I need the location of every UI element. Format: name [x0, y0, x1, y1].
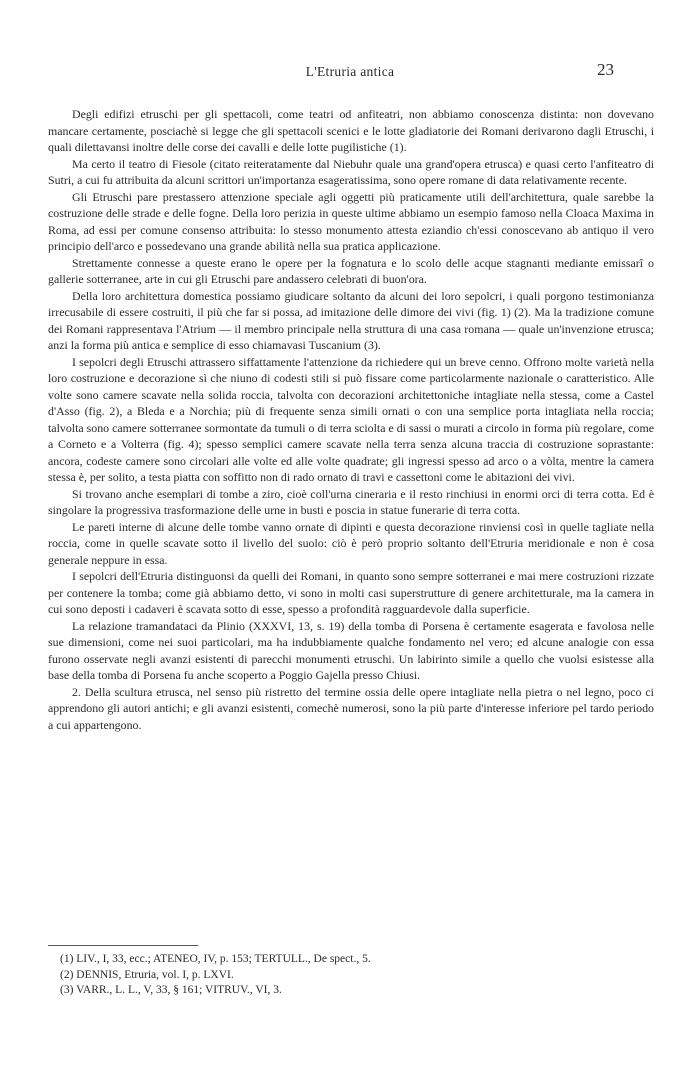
- paragraph: Le pareti interne di alcune delle tombe vanno ornate di dipinti e questa decorazione rinviensi così in quelle tagliate nella roccia, come in quelle scavate sotto il livello del suolo: ciò è però proprio soltanto dell'Etruria meridionale e non è cosa generale neppure in essa.: [48, 519, 654, 567]
- paragraph: Ma certo il teatro di Fiesole (citato reiteratamente dal Niebuhr quale una grand'opera etrusca) e quasi certo l'anfiteatro di Sutri, a cui fu attribuita da alcuni scrittori un'importanza esageratissima, sono opere romane di data relativamente recente.: [48, 156, 654, 187]
- footnotes: [60, 952, 640, 999]
- paragraph: Si trovano anche esemplari di tombe a ziro, cioè coll'urna cineraria e il resto rinchiusi in enormi orci di terra cotta. Ed è singolare la progressiva trasformazione delle urne in busti e poscia in statue funerarie di terra cotta.: [48, 486, 654, 517]
- paragraph: La relazione tramandataci da Plinio (XXXVI, 13, s. 19) della tomba di Porsena è certamente esagerata e favolosa nelle sue dimensioni, come nei suoi particolari, ma ha indubbiamente qualche fondamento nel vero; ed alcune analogie con essa furono osservate negli avanzi esistenti di parecchi monumenti etruschi. Un labirinto simile a quello che vuolsi esistesse alla base della tomba di Porsena fu anche scoperto a Poggio Gajella presso Chiusi.: [48, 618, 654, 682]
- body-text: [48, 106, 654, 733]
- running-title: L'Etruria antica: [305, 64, 395, 79]
- footnote: (2) DENNIS, Etruria, vol. I, p. LXVI.: [60, 968, 234, 981]
- paragraph: Degli edifizi etruschi per gli spettacoli, come teatri od anfiteatri, non abbiamo conoscenza distinta: non dovevano mancare certamente, posciachè si legge che gli spettacoli scenici e le lotte gladiatorie dei Romani derivarono dagli Etruschi, i quali dilettavansi inoltre delle corse dei cavalli e delle lotte pugilistiche (1).: [48, 107, 654, 154]
- paragraph: Gli Etruschi pare prestassero attenzione speciale agli oggetti più praticamente utili dell'architettura, quale sarebbe la costruzione delle strade e delle fogne. Della loro perizia in queste ultime abbiamo un esempio famoso nella Cloaca Maxima in Roma, ad essi per comune consenso attribuita: lo stesso monumento attesta eziandio ch'essi conoscevano ab antiquo il vero principio dell'arco e possedevano una grande abilità nella sua pratica applicazione.: [48, 189, 654, 253]
- footnote: (1) LIV., I, 33, ecc.; ATENEO, IV, p. 153; TERTULL., De spect., 5.: [60, 953, 371, 965]
- paragraph: 2. Della scultura etrusca, nel senso più ristretto del termine ossia delle opere intagliate nella pietra o nel legno, poco ci apprendono gli autori antichi; e gli avanzi esistenti, comechè numerosi, sono la più parte d'interesse inferiore pel tardo periodo a cui appartengono.: [48, 684, 654, 732]
- paragraph: I sepolcri degli Etruschi attrassero siffattamente l'attenzione da richiedere qui un breve cenno. Offrono molte varietà nella loro costruzione e decorazione sì che niuno di codesti stili si può fissare come particolarmente nazionale o caratteristico. Alle volte sono camere scavate nella solida roccia, talvolta con decorazioni architettoniche intagliate nella stessa, come a Castel d'Asso (fig. 2), a Bleda e a Norchia; più di frequente senza simili ornati o con una semplice porta intagliata nella roccia; talvolta sono camere sotterranee sormontate da tumuli o di terra sciolta e di sassi o murati a circolo in forma più regolare, come a Corneto e a Volterra (fig. 4); spesso semplici camere scavate nella terra senza alcuna traccia di costruzione soprastante: ancora, codeste camere sono circolari alle volte ed alle volte quadrate; gli ingressi spesso ad arco o a vòlta, mentre la camera stessa è, per solito, a testa piatta con soffitto non di rado ornato di travi e cassettoni come le abitazioni dei vivi.: [48, 354, 654, 484]
- page-number: 23: [597, 60, 614, 79]
- paragraph: I sepolcri dell'Etruria distinguonsi da quelli dei Romani, in quanto sono sempre sotterranei e mai mere costruzioni rizzate per contenere la tomba; come già abbiamo detto, vi sono in molti casi superstrutture di genere architetturale, ma la camera in cui sono deposti i cadaveri è scavata sotto di esse, spesso a profondità ragguardevole dalla superficie.: [48, 569, 654, 616]
- footnote: (3) VARR., L. L., V, 33, § 161; VITRUV., VI, 3.: [60, 984, 282, 996]
- paragraph: Strettamente connesse a queste erano le opere per la fognatura e lo scolo delle acque stagnanti mediante emissarî o gallerie sotterranee, arte in cui gli Etruschi pare andassero celebrati di buon'ora.: [48, 255, 654, 286]
- footnote-rule: [48, 945, 198, 946]
- paragraph: Della loro architettura domestica possiamo giudicare soltanto da alcuni dei loro sepolcri, i quali porgono testimonianza irrecusabile di essere costruiti, il più che far si possa, ad imitazione delle dimore dei vivi (fig. 1) (2). Ma la tradizione comune dei Romani rappresentava l'Atrium — il membro principale nella struttura di una casa romana — quale un'invenzione etrusca; anzi la forma più antica e semplice di esso chiamavasi Tuscanium (3).: [48, 288, 654, 352]
